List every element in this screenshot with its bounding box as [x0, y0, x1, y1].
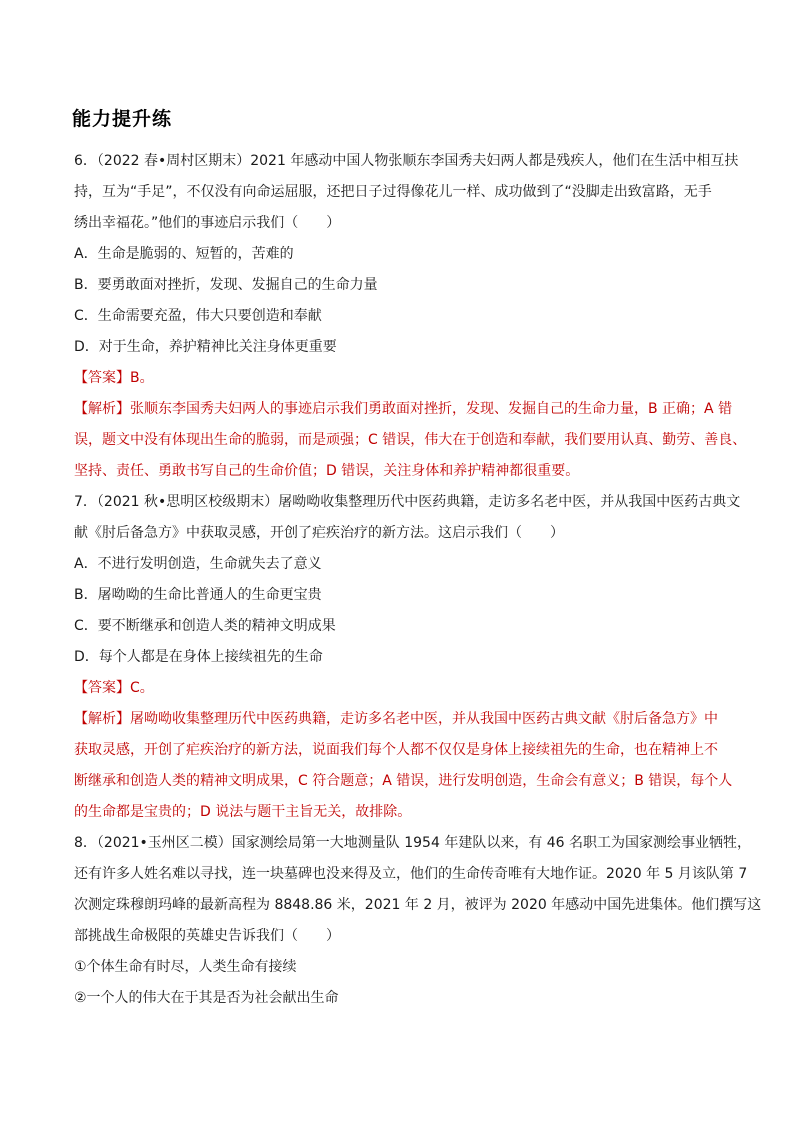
analysis-line: 误，题文中没有体现出生命的脆弱，而是顽强；C 错误，伟大在于创造和奉献，我们要用认真、勤劳、善良、 — [74, 432, 747, 448]
option-c: C．要不断继承和创造人类的精神文明成果 — [74, 618, 336, 634]
question-stem-line: 6．（2022 春•周村区期末）2021 年感动中国人物张顺东李国秀夫妇两人都是残疾人，他们在生活中相互扶 — [74, 153, 739, 169]
option-d: D．对于生命，养护精神比关注身体更重要 — [74, 339, 337, 355]
answer-line — [74, 363, 724, 394]
analysis-line: 断继承和创造人类的精神文明成果，C 符合题意；A 错误，进行发明创造，生命会有意义；B 错误，每个人 — [74, 773, 733, 789]
question-8 — [74, 828, 762, 1014]
question-stem-line: 绣出幸福花。”他们的事迹启示我们（ ） — [74, 215, 341, 231]
option-b: B．屠呦呦的生命比普通人的生命更宝贵 — [74, 587, 322, 603]
option-a: A．生命是脆弱的、短暂的，苦难的 — [74, 246, 294, 262]
analysis-text: 张顺东李国秀夫妇两人的事迹启示我们勇敢面对挫折，发现、发掘自己的生命力量，B 正确；A 错 — [130, 401, 733, 417]
question-stem-line: 还有许多人姓名难以寻找，连一块墓碑也没来得及立，他们的生命传奇唯有大地作证。2020 年 5 月该队第 7 — [74, 866, 748, 882]
option-c: C．生命需要充盈，伟大只要创造和奉献 — [74, 308, 322, 324]
analysis-line — [74, 394, 733, 425]
option-a: A．不进行发明创造，生命就失去了意义 — [74, 556, 322, 572]
option-d: D．每个人都是在身体上接续祖先的生命 — [74, 649, 323, 665]
statement-1: ①个体生命有时尽，人类生命有接续 — [74, 959, 297, 975]
answer-line — [74, 673, 724, 704]
analysis-line: 获取灵感，开创了疟疾治疗的新方法，说面我们每个人都不仅仅是身体上接续祖先的生命，也在精神上不 — [74, 742, 718, 758]
answer-label: 【答案】 — [74, 370, 130, 386]
statement-2: ②一个人的伟大在于其是否为社会献出生命 — [74, 990, 339, 1006]
question-list — [74, 146, 762, 1014]
question-stem-line: 献《肘后备急方》中获取灵感，开创了疟疾治疗的新方法。这启示我们（ ） — [74, 525, 564, 541]
question-stem-line: 部挑战生命极限的英雄史告诉我们（ ） — [74, 928, 340, 944]
analysis-line: 坚持、责任、勇敢书写自己的生命价值；D 错误，关注身体和养护精神都很重要。 — [74, 463, 580, 479]
option-b: B．要勇敢面对挫折，发现、发掘自己的生命力量 — [74, 277, 378, 293]
answer-label: 【答案】 — [74, 680, 130, 696]
analysis-label: 【解析】 — [74, 401, 130, 417]
analysis-text: 屠呦呦收集整理历代中医药典籍，走访多名老中医，并从我国中医药古典文献《肘后备急方》中 — [130, 711, 718, 727]
question-6 — [74, 146, 747, 487]
answer-value: C。 — [130, 680, 154, 696]
section-title: 能力提升练 — [72, 108, 173, 130]
question-stem-line: 7．（2021 秋•思明区校级期末）屠呦呦收集整理历代中医药典籍，走访多名老中医，并从我国中医药古典文 — [74, 494, 741, 510]
question-stem-line: 持，互为“手足”，不仅没有向命运屈服，还把日子过得像花儿一样、成功做到了“没脚走出致富路，无手 — [74, 184, 712, 200]
analysis-label: 【解析】 — [74, 711, 130, 727]
question-7 — [74, 487, 741, 828]
question-stem-line: 8．（2021•玉州区二模）国家测绘局第一大地测量队 1954 年建队以来，有 46 名职工为国家测绘事业牺牲， — [74, 835, 752, 851]
analysis-line — [74, 704, 724, 735]
answer-value: B。 — [130, 370, 154, 386]
analysis-line: 的生命都是宝贵的；D 说法与题干主旨无关，故排除。 — [74, 804, 412, 820]
question-stem-line: 次测定珠穆朗玛峰的最新高程为 8848.86 米，2021 年 2 月，被评为 2020 年感动中国先进集体。他们撰写这 — [74, 897, 762, 913]
